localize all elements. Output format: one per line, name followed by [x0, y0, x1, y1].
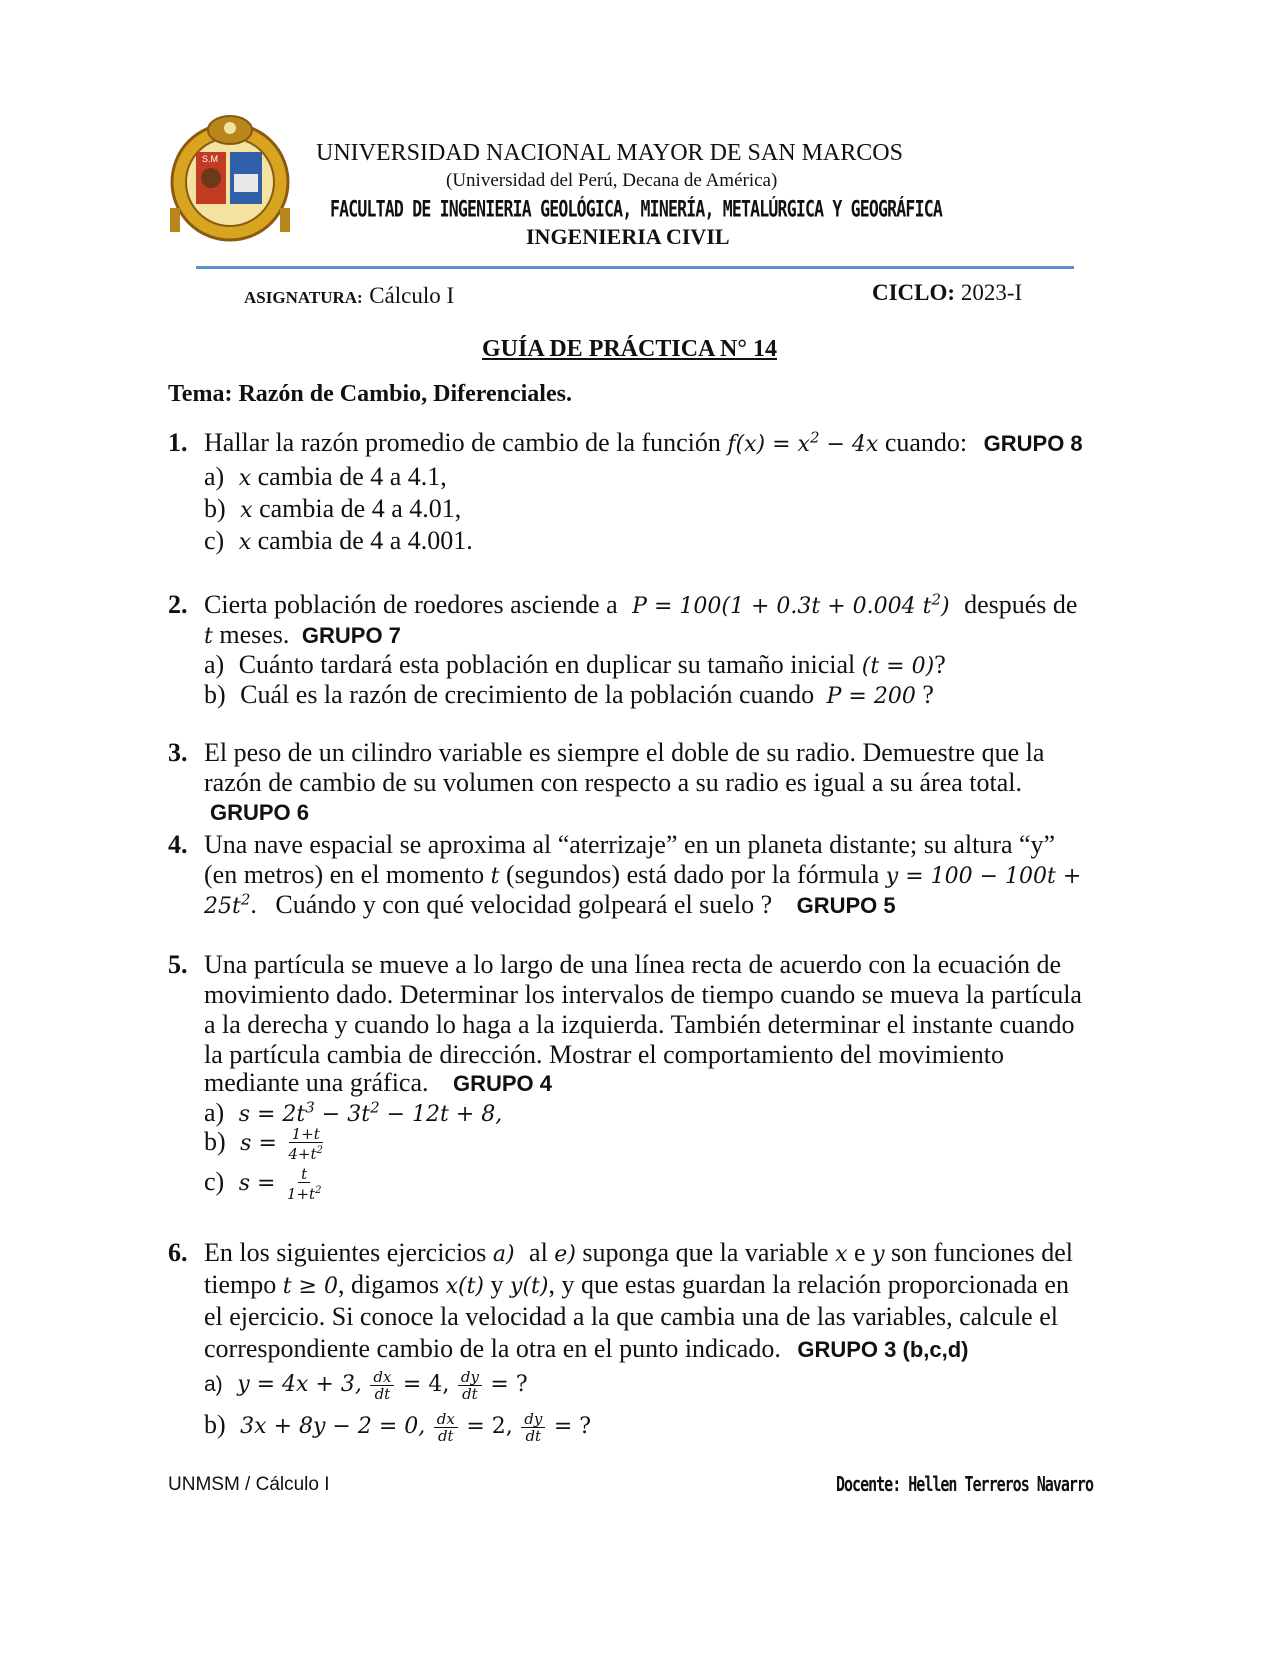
q6-a-label: a): [204, 1373, 223, 1396]
q1-statement: [204, 428, 1083, 458]
q2-b-text: Cuál es la razón de crecimiento de la población cuando: [240, 680, 815, 709]
q1-a-label: a): [204, 462, 225, 491]
q2-item-a: a) Cuánto tardará esta población en duplicar su tamaño inicial (t = 0)?: [204, 650, 946, 679]
q1-text-end: cuando:: [884, 428, 968, 457]
program-name: INGENIERIA CIVIL: [526, 224, 730, 249]
footer-left: UNMSM / Cálculo I: [168, 1474, 330, 1495]
q6-b-question: = ?: [553, 1414, 592, 1439]
q5-c-formula: s =: [238, 1170, 276, 1196]
subject-line: [244, 280, 454, 310]
q6-a-question: = ?: [490, 1372, 528, 1397]
q6-y-var: y: [872, 1242, 885, 1267]
q4-line2b: (segundos) está dado por la fórmula: [505, 860, 880, 889]
q5-c-fraction: $\frac{t}{1+t^2}$: [286, 1165, 322, 1203]
q2-a-label: a): [204, 650, 225, 679]
seal-icon: [166, 112, 294, 244]
q2-a-text: Cuánto tardará esta población en duplicar su tamaño inicial: [238, 650, 856, 679]
q6-line2: [204, 1270, 1069, 1300]
q2-line2-text: meses.: [219, 620, 290, 649]
q5-b-fraction: $\frac{1+t}{4+t^2}$: [288, 1125, 323, 1163]
university-seal: [166, 112, 294, 244]
q4-group: GRUPO 5: [796, 893, 896, 918]
q3-group: GRUPO 6: [210, 800, 310, 825]
q6-line4: [204, 1334, 968, 1364]
university-name: UNIVERSIDAD NACIONAL MAYOR DE SAN MARCOS: [316, 140, 903, 166]
q6-x-var: x: [835, 1242, 848, 1267]
q6-line1b: al: [529, 1238, 548, 1267]
q5-item-b: [204, 1126, 328, 1162]
q1-text: Hallar la razón promedio de cambio de la función: [204, 428, 721, 457]
q1-c-label: c): [204, 526, 225, 555]
q6-line2d: , y que estas guardan la relación proporcionada en: [548, 1270, 1069, 1299]
page-title: GUÍA DE PRÁCTICA N° 14: [482, 336, 777, 362]
cycle-line: [872, 280, 1022, 306]
subject-value: Cálculo I: [369, 283, 455, 308]
q6-a-value: = 4,: [402, 1372, 450, 1397]
q6-group: GRUPO 3 (b,c,d): [797, 1337, 969, 1362]
q5-a-formula: $s = 2t^3 - 3t^2 - 12t + 8$,: [238, 1098, 503, 1127]
q1-item-a: [204, 462, 447, 492]
svg-text:S.M: S.M: [202, 154, 219, 164]
q1-item-c: [204, 526, 473, 556]
q2-b-label: b): [204, 680, 226, 709]
q4-line3: $25t^2$. Cuándo y con qué velocidad golpeará el suelo ? GRUPO 5: [204, 890, 896, 919]
q6-b-dydt: $\frac{dy}{dt}$: [521, 1411, 545, 1444]
q6-line1a: En los siguientes ejercicios: [204, 1238, 487, 1267]
q6-b-formula: 3x + 8y − 2 = 0,: [240, 1414, 426, 1439]
q5-line4: la partícula cambia de dirección. Mostrar el comportamiento del movimiento: [204, 1040, 1004, 1069]
q6-yt: y(t): [510, 1274, 549, 1299]
q5-b-formula: s =: [240, 1130, 277, 1156]
q2-a-math: (t = 0): [861, 654, 935, 679]
q4-formula-end: $25t^2$: [204, 890, 251, 919]
faculty-name: FACULTAD DE INGENIERIA GEOLÓGICA, MINERÍA, METALÚRGICA Y GEOGRÁFICA: [330, 196, 942, 222]
q6-line1d: e: [854, 1238, 866, 1267]
q3-number: 3.: [168, 738, 188, 767]
q6-line4-text: correspondiente cambio de la otra en el punto indicado.: [204, 1334, 781, 1363]
q5-line3: a la derecha y cuando lo haga a la izquierda. También determinar el instante cuando: [204, 1010, 1075, 1039]
q6-line1: [204, 1238, 1073, 1268]
q2-b-math: P = 200: [826, 684, 916, 709]
topic: Tema: Razón de Cambio, Diferenciales.: [168, 381, 572, 407]
q6-t-cond: t ≥ 0: [282, 1274, 338, 1299]
q6-e-ref: e): [554, 1242, 576, 1267]
q5-item-a: [204, 1098, 502, 1128]
q5-item-c: [204, 1166, 326, 1202]
q2-statement: [204, 590, 1077, 620]
q1-c-text: cambia de 4 a 4.001.: [257, 526, 473, 555]
q6-b-dxdt: $\frac{dx}{dt}$: [434, 1411, 458, 1444]
q5-b-label: b): [204, 1126, 226, 1156]
q4-t-var: t: [490, 864, 500, 889]
q6-line2a: tiempo: [204, 1270, 277, 1299]
q5-c-label: c): [204, 1166, 225, 1196]
q3-line1: El peso de un cilindro variable es siempre el doble de su radio. Demuestre que la: [204, 738, 1045, 767]
university-subtitle: (Universidad del Perú, Decana de América): [446, 170, 778, 191]
q5-number: 5.: [168, 950, 188, 979]
q3-line2: razón de cambio de su volumen con respecto a su radio es igual a su área total.: [204, 768, 1022, 797]
cycle-value: 2023-I: [960, 280, 1023, 305]
q6-item-b: [204, 1410, 591, 1444]
q1-group: GRUPO 8: [983, 431, 1083, 456]
q1-number: 1.: [168, 428, 188, 457]
q6-line1c: suponga que la variable: [582, 1238, 829, 1267]
q1-b-text: cambia de 4 a 4.01,: [259, 494, 462, 523]
q4-line1: Una nave espacial se aproxima al “aterrizaje” en un planeta distante; su altura “y”: [204, 830, 1056, 859]
q4-number: 4.: [168, 830, 188, 859]
q6-line1e: son funciones del: [891, 1238, 1073, 1267]
q4-line2a: (en metros) en el momento: [204, 860, 485, 889]
q2-formula: P = 100(1 + 0.3t + 0.004 $t^2$): [632, 590, 950, 619]
q6-a-dydt: $\frac{dy}{dt}$: [458, 1369, 482, 1402]
q4-formula: y = 100 − 100t +: [885, 864, 1082, 889]
q2-line2: [204, 620, 401, 650]
q1-b-var: x: [240, 498, 253, 523]
q6-a-ref: a): [492, 1242, 515, 1267]
q2-item-b: b) Cuál es la razón de crecimiento de la población cuando P = 200 ?: [204, 680, 934, 709]
q1-a-var: x: [238, 466, 252, 491]
q5-line2: movimiento dado. Determinar los intervalos de tiempo cuando se mueva la partícula: [204, 980, 1082, 1009]
q2-text-end: después de: [964, 590, 1078, 619]
q6-a-formula: y = 4x + 3,: [237, 1372, 362, 1397]
q4-line3-text: Cuándo y con qué velocidad golpeará el suelo ?: [275, 890, 773, 919]
q6-number: 6.: [168, 1238, 188, 1267]
q2-text: Cierta población de roedores asciende a: [204, 590, 618, 619]
subject-label: ASIGNATURA:: [244, 288, 363, 307]
q6-line3: el ejercicio. Si conoce la velocidad a la que cambia una de las variables, calcule el: [204, 1302, 1058, 1331]
q1-item-b: [204, 494, 461, 524]
q2-number: 2.: [168, 590, 188, 619]
q6-line2c: y: [490, 1270, 504, 1299]
q6-item-a: [204, 1368, 528, 1402]
q5-line1: Una partícula se mueve a lo largo de una línea recta de acuerdo con la ecuación de: [204, 950, 1062, 979]
q6-xt: x(t): [445, 1274, 485, 1299]
q1-c-var: x: [238, 530, 252, 555]
header-divider: [196, 266, 1074, 269]
q5-a-label: a): [204, 1098, 225, 1127]
q6-b-value: = 2,: [466, 1414, 513, 1439]
q5-line5-text: mediante una gráfica.: [204, 1068, 429, 1097]
q4-line2: [204, 860, 1081, 890]
q2-t-var: t: [204, 624, 213, 649]
q1-a-text: cambia de 4 a 4.1,: [257, 462, 447, 491]
q5-group: GRUPO 4: [453, 1071, 553, 1096]
q1-function: $f(x) = x^2 - 4x$: [727, 428, 879, 457]
q6-b-label: b): [204, 1410, 226, 1439]
q2-group: GRUPO 7: [301, 623, 401, 648]
footer-right: Docente: Hellen Terreros Navarro: [836, 1472, 1093, 1497]
q6-line2b: , digamos: [337, 1270, 440, 1299]
cycle-label: CICLO:: [872, 280, 956, 305]
q1-b-label: b): [204, 494, 226, 523]
q5-line5: [204, 1068, 552, 1098]
q6-a-dxdt: $\frac{dx}{dt}$: [370, 1369, 394, 1402]
